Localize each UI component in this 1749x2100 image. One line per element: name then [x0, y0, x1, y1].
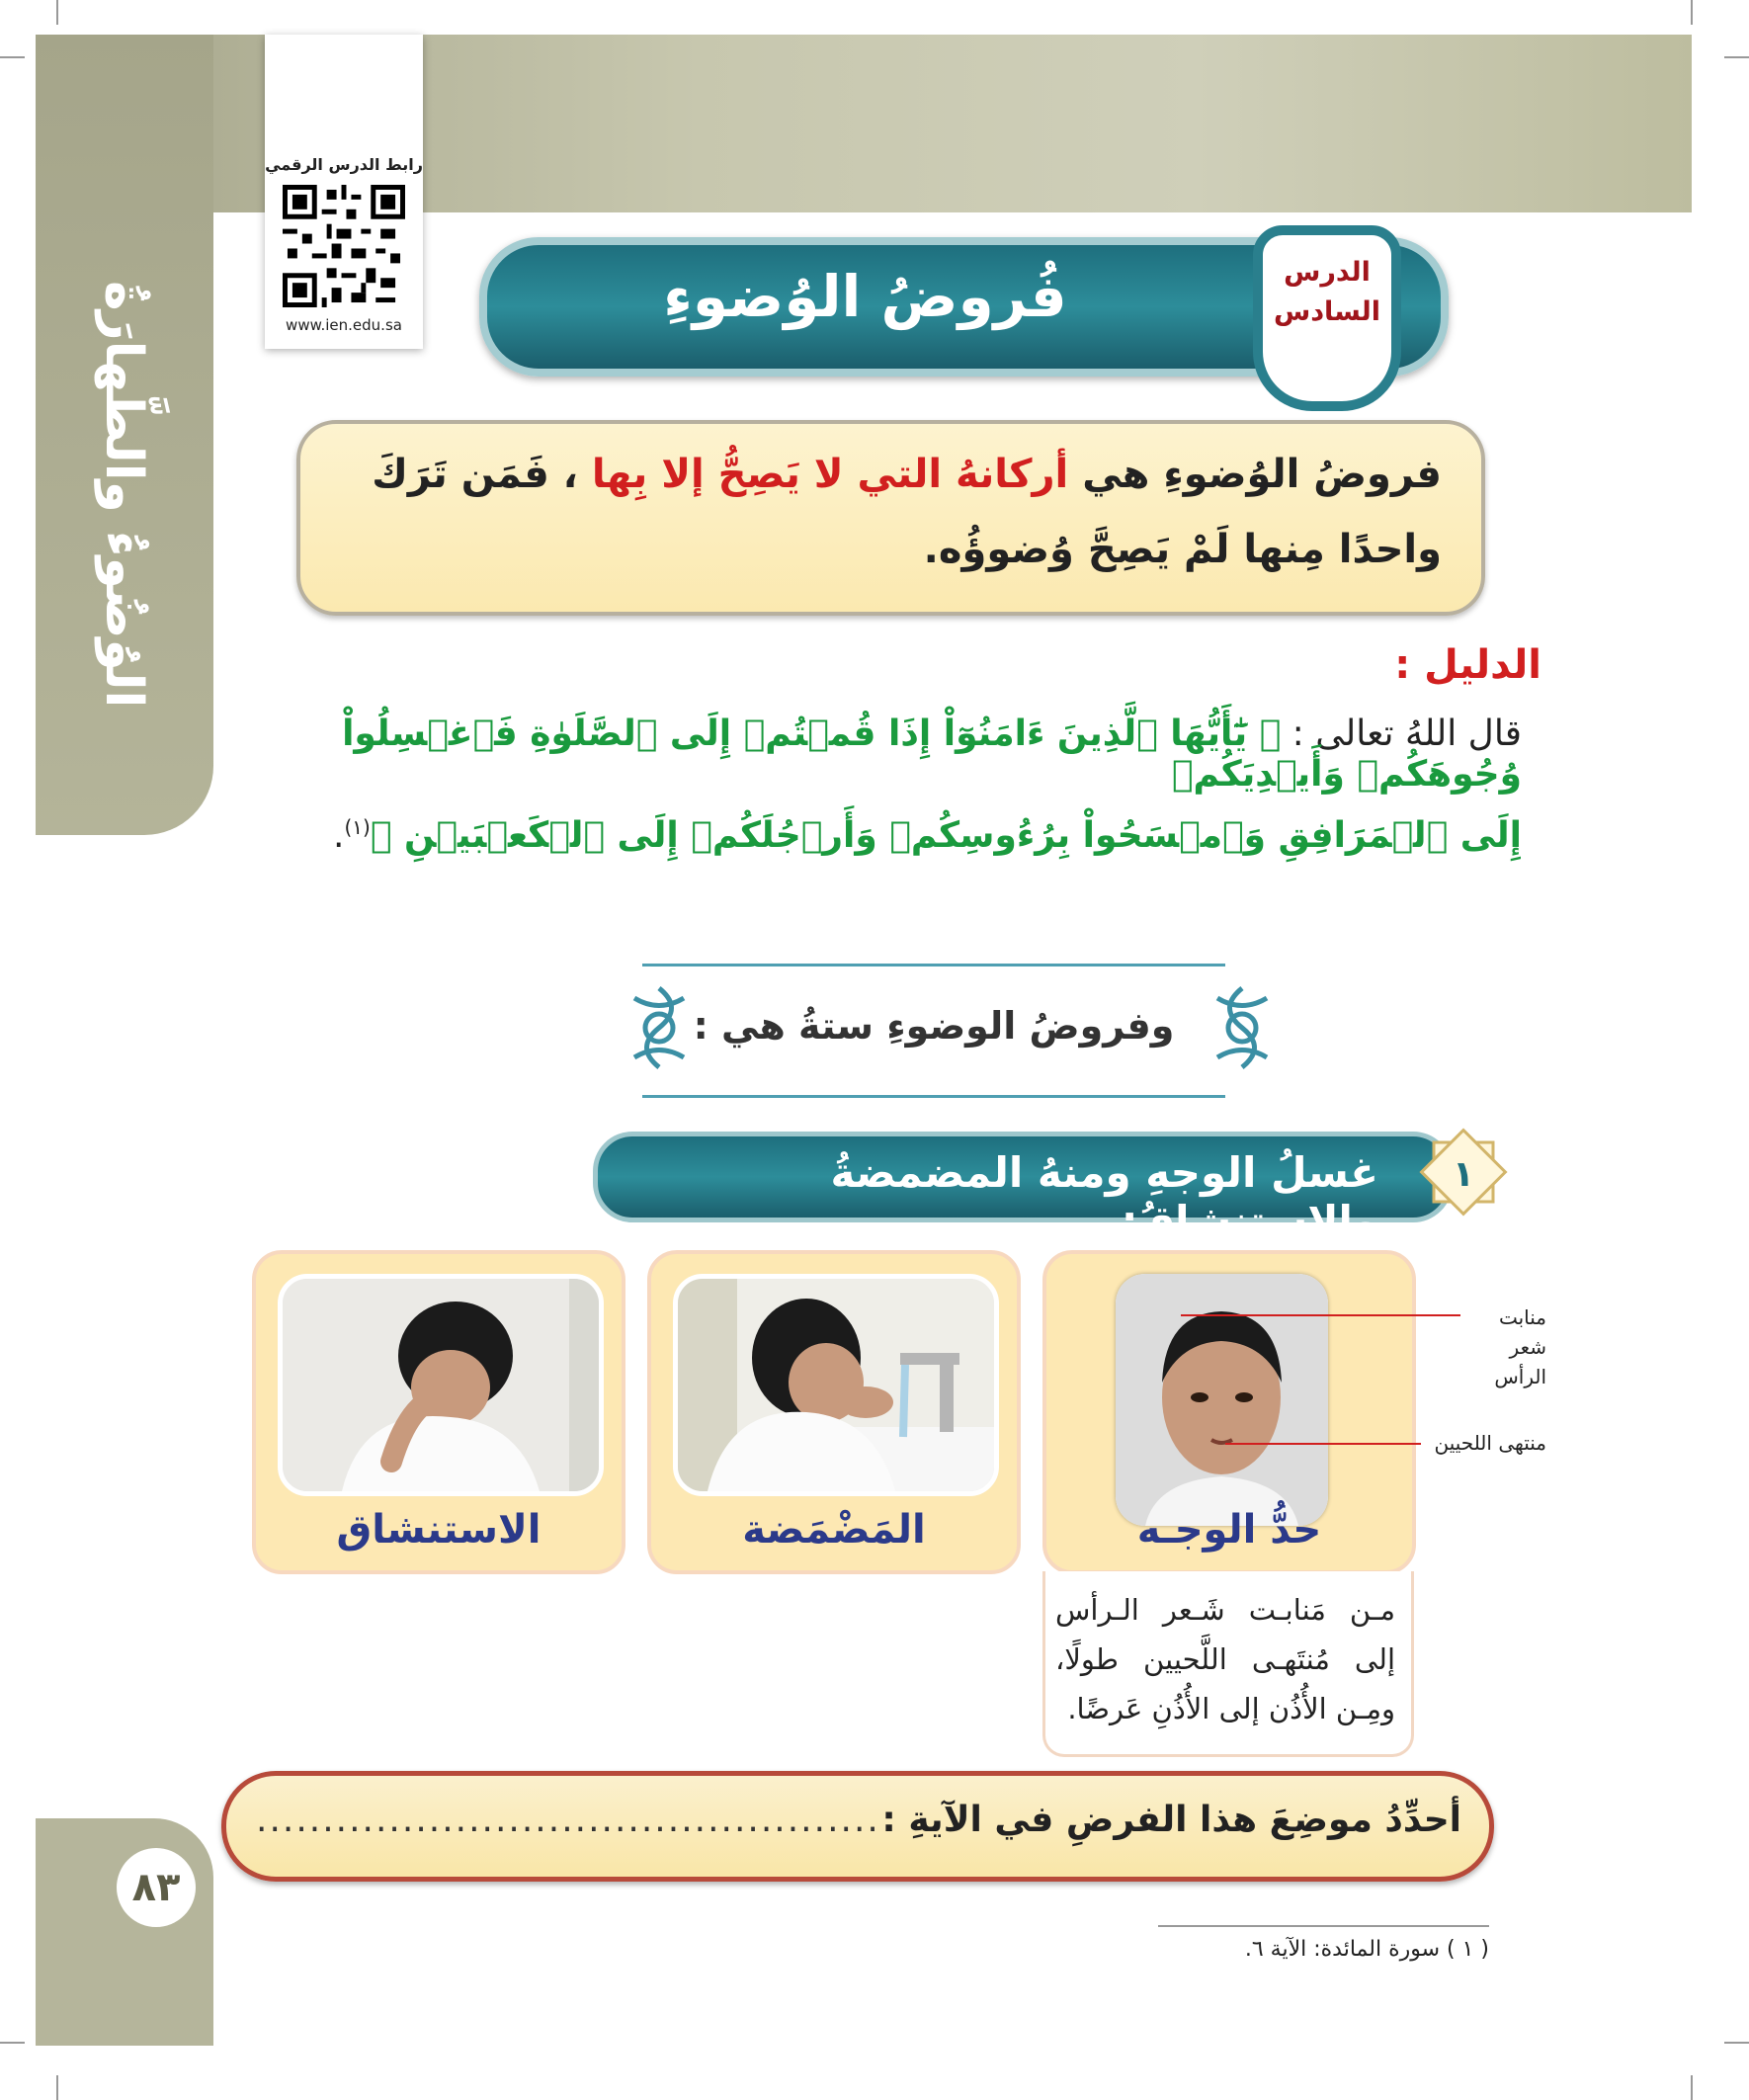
evidence-heading: الدليل : [1394, 642, 1541, 688]
section-banner [593, 1132, 1453, 1245]
card-label: حدُّ الوجـه [1136, 1507, 1322, 1553]
qr-label: رابط الدرس الرقمي [265, 155, 423, 174]
face-description-box [1042, 1571, 1414, 1757]
card-label: الاستنشاق [336, 1507, 541, 1553]
task-prompt: أحدِّدُ موضِعَ هذا الفرضِ في الآيةِ : [881, 1800, 1461, 1840]
face-photo [1116, 1274, 1328, 1526]
crop-mark [1691, 2075, 1693, 2100]
verse-text: ﴿ يَٰٓأَيُّهَا ٱلَّذِينَ ءَامَنُوٓاْ إِذَا قُمۡتُمۡ إِلَى ٱلصَّلَوٰةِ فَٱغۡسِلُواْ وُجُوهَكُمۡ وَأَيۡدِيَكُمۡ [342, 714, 1522, 795]
verse-end: . [333, 815, 345, 856]
rinsing-mouth-photo [673, 1274, 999, 1496]
qr-url[interactable]: www.ien.edu.sa [286, 316, 402, 334]
crop-mark [0, 2042, 25, 2044]
ornament-left-icon [625, 968, 694, 1087]
verse-line-1 [257, 714, 1522, 795]
definition-text: فروضُ الوُضوءِ هي [1068, 452, 1442, 497]
footnote-rule [1158, 1925, 1489, 1927]
definition-text: ، فَمَن تَرَكَ [372, 452, 578, 497]
card-rinsing-mouth [647, 1250, 1021, 1574]
answer-blank[interactable]: ............................................... [256, 1800, 880, 1840]
crop-mark [56, 2075, 58, 2100]
crop-mark [1691, 0, 1693, 25]
qr-card[interactable] [265, 35, 423, 349]
rinsing-nose-photo [278, 1274, 604, 1496]
definition-line-1 [340, 452, 1442, 497]
boy-rinsing-mouth-image [678, 1279, 994, 1491]
boy-face-image [1116, 1274, 1328, 1526]
card-face-boundary [1042, 1250, 1416, 1574]
annotation-chin: منتهى اللحيين [1434, 1431, 1546, 1455]
face-description: مـن مَنابـت شَـعر الـرأس إلى مُنتَهـى اللَّحيين طولًا، ومِـن الأُذُن إلى الأُذُنِ عَرضًا. [1055, 1593, 1395, 1725]
verse-line-2 [257, 815, 1522, 856]
unit-title: الوُضُوءُ والطَّهارَةُ [94, 280, 153, 709]
pillars-frame [642, 964, 1225, 1098]
crop-mark [1724, 56, 1749, 58]
verse-text: إِلَى ٱلۡمَرَافِقِ وَٱمۡسَحُواْ بِرُءُوسِكُمۡ وَأَرۡجُلَكُمۡ إِلَى ٱلۡكَعۡبَيۡنِ ﴾ [370, 815, 1522, 856]
lesson-tag-label: الدرس [1284, 257, 1371, 288]
boy-rinsing-nose-image [283, 1279, 599, 1491]
verse-intro: قال اللهُ تعالى : [1281, 714, 1522, 754]
section-number: ١ [1453, 1154, 1474, 1195]
ornament-right-icon [1208, 968, 1277, 1087]
crop-mark [0, 56, 25, 58]
card-rinsing-nose [252, 1250, 625, 1574]
annotation-line [1181, 1314, 1460, 1316]
annotation-hairline: منابت شعر الرأس [1494, 1305, 1546, 1388]
definition-highlight: أركانهُ التي لا يَصِحُّ إلا بِها [591, 452, 1069, 497]
card-label: المَضْمَضة [742, 1507, 926, 1553]
lesson-number-tag [1253, 225, 1401, 411]
lesson-tag-ordinal: السادس [1273, 296, 1381, 327]
pillars-heading: وفروضُ الوضوءِ ستةُ هي : [693, 1004, 1175, 1048]
page-number: ٨٣ [117, 1848, 196, 1927]
qr-code-icon[interactable] [283, 185, 405, 307]
task-box [221, 1771, 1494, 1882]
section-number-star-icon [1418, 1127, 1509, 1218]
section-title: غسلُ الوجهِ ومنهُ المضمضةُ والاستنشاقُ: [830, 1148, 1378, 1245]
definition-box [296, 420, 1485, 616]
footnote: ( ١ ) سورة المائدة: الآية ٦. [1244, 1937, 1489, 1962]
crop-mark [56, 0, 58, 25]
lesson-title: فُروضُ الوُضوءِ [663, 263, 1067, 330]
annotation-line [1225, 1443, 1421, 1445]
definition-line-2: واحدًا مِنها لَمْ يَصِحَّ وُضوؤُه. [923, 527, 1442, 572]
crop-mark [1724, 2042, 1749, 2044]
footnote-ref[interactable]: (١) [344, 815, 371, 839]
page-number-band [36, 1818, 213, 2046]
